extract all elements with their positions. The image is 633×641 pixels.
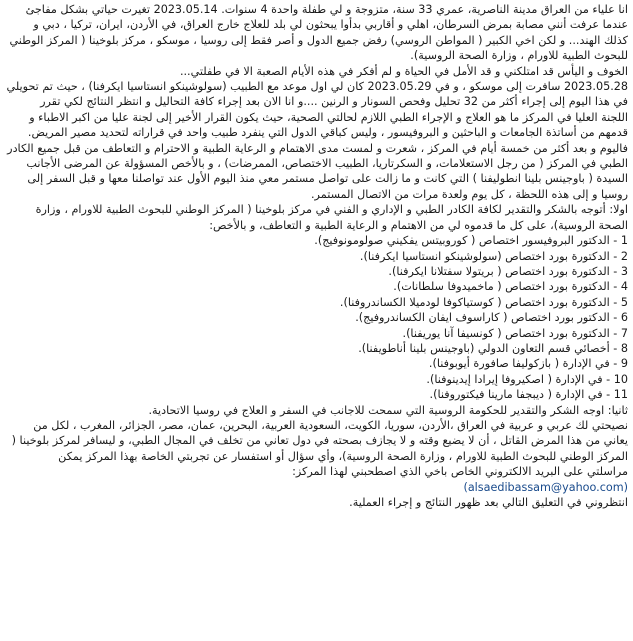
stay-line: الطبي في المركز ( من رجل الاستعلامات، و السكرتاريا، الطبيب الاختصاص، الممرضات) ، و بالأخص المسؤولة عن المرضى الأجانب — [26, 157, 628, 171]
advice-line: يعاني من هذا المرض القاتل ، أن لا يضيع وقته و لا يجازف بصحته في دول تعاني من تخلف في المجال الطبي، و ليسافر لمركز بلوخينا ( — [11, 434, 628, 448]
thanks-line: اولا: أتوجه بالشكر والتقدير لكافة الكادر الطبي و الإداري و الفني في مركز بلوخينا ( المركز الوطني للبحوث الطبية للاورام ، وزارة — [35, 203, 628, 217]
stay-line: فاليوم و بعد أكثر من خمسة أيام في المركز ، شعرت و لمست مدى الاهتمام و الرعاية الطبية و الاحترام و التعاطف من قبل جميع الكادر — [7, 141, 628, 155]
staff-list-item: 6 - الدكتور بورد اختصاص ( كاراسوف ايفان الكساندروفيج). — [355, 311, 628, 325]
fear-paragraph — [5, 64, 628, 141]
staff-list-item: 8 - أخصائي قسم التعاون الدولي (باوجينس بلينا أناطويفنا). — [358, 341, 628, 355]
intro-paragraph — [5, 2, 628, 64]
fear-line: الخوف و اليأس قد امتلكني و قد الأمل في الحياة و لم أفكر في هذه الأيام الصعبة الا في طفلتي... — [179, 64, 628, 78]
staff-list-item: 3 - الدكتورة بورد اختصاص ( بريتولا سفتلانا ايكرفنا). — [388, 264, 628, 278]
staff-list — [5, 233, 628, 402]
fear-line: اللجنة العليا في المركز ما هو العلاج و الإجراء الطبي اللازم لحالتي الصحية، حيث يكون القرار الأخير إلى لجنة عليا من اكبر الاطباء و — [29, 110, 628, 124]
fear-line: قدمهم من أساتذة الجامعات و الباحثين و البروفيسور ، وليس كباقي الدول التي ينفرد طبيب واحد في قراراته لتحديد مصير المريض. — [27, 126, 628, 140]
second-thanks-paragraph — [5, 403, 628, 418]
staff-list-item: 5 - الدكتورة بورد اختصاص ( كوستياكوفا لودميلا الكساندروفنا). — [339, 295, 628, 309]
staff-list-item: 9 - في الإدارة ( بازكوليفا صافورة أيوبوفنا). — [428, 357, 628, 371]
intro-line: كذلك الهند... و لكن اخي الكبير ( المواطن الروسي) رفض جميع الدول و أصر فقط إلى روسيا ، موسكو ، مركز بلوخينا ( المركز الوطني — [9, 33, 628, 47]
stay-line: روسيا و إلى هذه اللحظة ، كل يوم ولعدة مرات من الاتصال المستمر. — [311, 187, 628, 201]
staff-list-item: 4 - الدكتورة بورد اختصاص ( ماخميدوفا سلطانات). — [393, 280, 628, 294]
staff-list-item: 1 - الدكتور البروفيسور اختصاص ( كوروبيتس يفكيني صولومونوفيج). — [314, 234, 628, 248]
fear-line: 2023.05.28 سافرت إلى موسكو ، و في 2023.05.29 كان لي اول موعد مع الطبيب (سولوشينكو انستاسيا ايكرفنا) ، حيث تم تحويلي — [6, 80, 628, 94]
intro-line: انا علياء من العراق مدينة الناصرية، عمري 33 سنة، متزوجة و لي طفلة واحدة 4 سنوات. 2023.05.14 تغيرت حياتي بشكل مفاجئ — [25, 3, 628, 16]
intro-line: عندما عرفت أنني مصابة بمرض السرطان، اهلي و أقاربي بدأوا يبحثون لي بلد للعلاج خارج العراق، في الأردن، ايران، تركيا ، دبي و — [33, 18, 628, 32]
staff-list-item: 2 - الدكتورة بورد اختصاص (سولوشينكو انستاسيا ايكرفنا). — [359, 249, 628, 263]
advice-line: المركز الوطني للبحوث الطبية للاورام ، وزارة الصحة الروسية)، وأي سؤال أو استفسار عن تجربتي الخاصة بهذا المركز يمكن — [58, 449, 628, 463]
advice-line: نصيحتي لك عربي و عربية في العراق ،الأردن، سوريا، الكويت، السعودية العربية، البحرين، عمان، مصر، الجزائر، المغرب ، لكل من — [33, 418, 628, 432]
stay-line: السيدة ( باوجينس بلينا انطوليفنا ) التي كانت و ما زالت على تواصل مستمر معي منذ اليوم الأول عند تواصلنا معها و قبل السفر إلى — [27, 172, 628, 186]
staff-list-item: 7 - الدكتورة بورد اختصاص ( كونسيفا آنا يوريفنا). — [402, 326, 628, 340]
thanks-paragraph — [5, 202, 628, 233]
contact-email: (alsaedibassam@yahoo.com) — [463, 480, 628, 494]
closing-paragraph — [5, 495, 628, 510]
second-thanks-line: ثانيا: اوجه الشكر والتقدير للحكومة الروسية التي سمحت للاجانب في السفر و العلاج في روسيا الاتحادية. — [148, 403, 628, 417]
intro-line: للبحوث الطبية للاورام ، وزارة الصحة الروسية). — [410, 49, 628, 63]
closing-line: انتظروني في التعليق التالي بعد ظهور النتائج و إجراء العملية. — [349, 496, 628, 509]
thanks-line: الصحة الروسية)، على كل ما قدموه لي من الاهتمام و الرعاية الطبية و التعاطف، و بالأخص: — [209, 218, 628, 232]
advice-line: مراسلتي على البريد الالكتروني الخاص باخي الذي اصطحبني لهذا المركز: — [292, 465, 628, 479]
fear-line: في هذا اليوم إلى إجراء أكثر من 32 تحليل وفحص السونار و الرنين ....و انا الان بعد إجراء كافة التحاليل و انتظر النتائج لكي تقرر — [40, 95, 628, 109]
stay-paragraph — [5, 141, 628, 203]
staff-list-item: 10 - في الإدارة ( اصكيروفا إيرادا إيدينوفنا). — [426, 372, 628, 386]
staff-list-item: 11 - في الإدارة ( ديبجفا مارينا فيكتوروفنا). — [429, 388, 628, 402]
advice-paragraph — [5, 418, 628, 480]
